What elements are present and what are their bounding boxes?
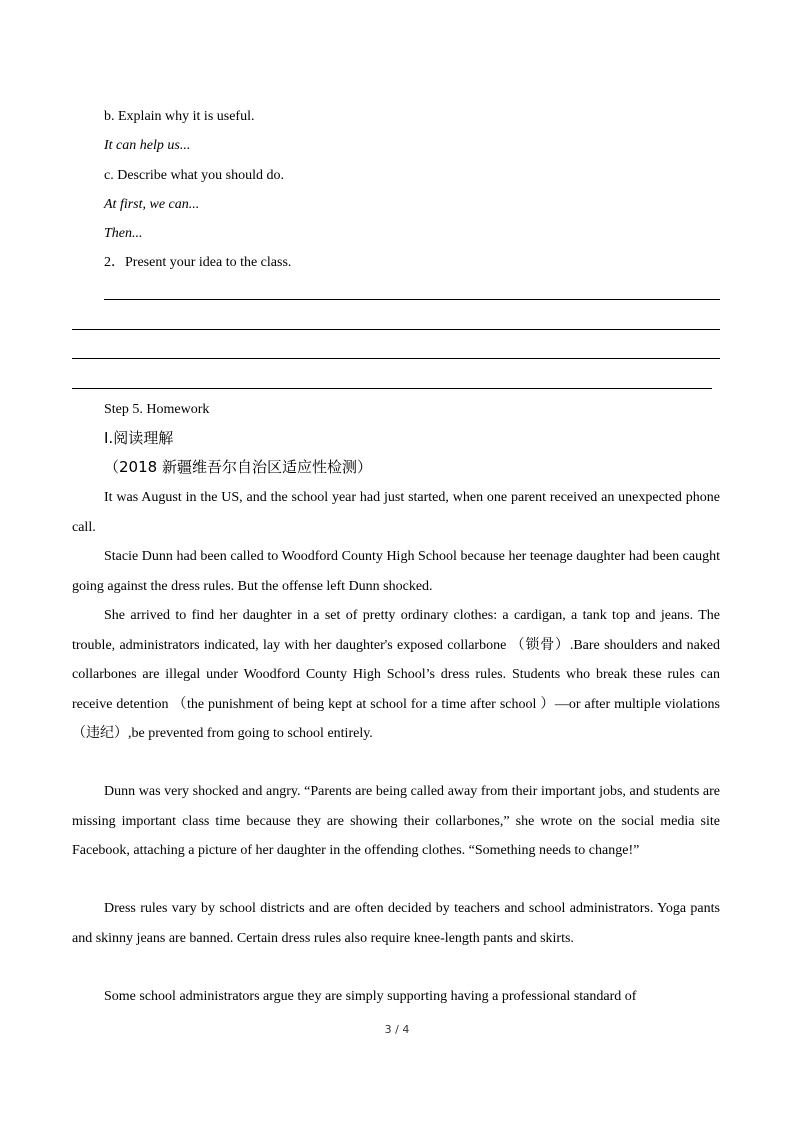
answer-line-2 [72, 329, 720, 330]
passage-paragraph-1: It was August in the US, and the school year had just started, when one parent received an unexpected phone call. [72, 490, 720, 535]
passage-paragraph-6: Some school administrators argue they are simply supporting having a professional standard of [104, 989, 637, 1004]
task-item-c-hint-2: Then... [104, 226, 143, 241]
page-number: 3 / 4 [384, 1023, 410, 1036]
answer-line-1 [104, 299, 720, 300]
source-note: （2018 新疆维吾尔自治区适应性检测） [104, 458, 372, 476]
task-item-b-hint: It can help us... [104, 138, 191, 153]
answer-line-3 [72, 358, 720, 359]
task-item-2: 2．Present your idea to the class. [104, 255, 292, 270]
task-item-c-hint-1: At first, we can... [104, 197, 200, 212]
passage-paragraph-5: Dress rules vary by school districts and are often decided by teachers and school administrators. Yoga pants and skinny jeans are banned. Certain dress rules also require knee-length pants and skirts. [72, 901, 720, 946]
step-heading: Step 5. Homework [104, 402, 210, 417]
passage-paragraph-2: Stacie Dunn had been called to Woodford County High School because her teenage daughter had been caught going against the dress rules. But the offense left Dunn shocked. [72, 549, 720, 594]
passage-paragraph-3: She arrived to find her daughter in a set of pretty ordinary clothes: a cardigan, a tank top and jeans. The trouble, administrators indicated, lay with her daughter's exposed collarbone （锁骨）.Bare shoulders and naked collarbones are illegal under Woodford County High School’s dress rules. Students who break these rules can receive detention （the punishment of being kept at school for a time after school ）—or after multiple violations （违纪）,be prevented from going to school entirely. [72, 608, 720, 741]
passage-paragraph-4: Dunn was very shocked and angry. “Parents are being called away from their important jobs, and students are missing important class time because they are showing their collarbones,” she wrote on the social media site Facebook, attaching a picture of her daughter in the offending clothes. “Something needs to change!” [72, 784, 720, 858]
task-item-b: b. Explain why it is useful. [104, 109, 255, 124]
task-item-c: c. Describe what you should do. [104, 168, 285, 183]
answer-line-4 [72, 388, 712, 389]
section-heading: Ⅰ.阅读理解 [104, 429, 174, 447]
